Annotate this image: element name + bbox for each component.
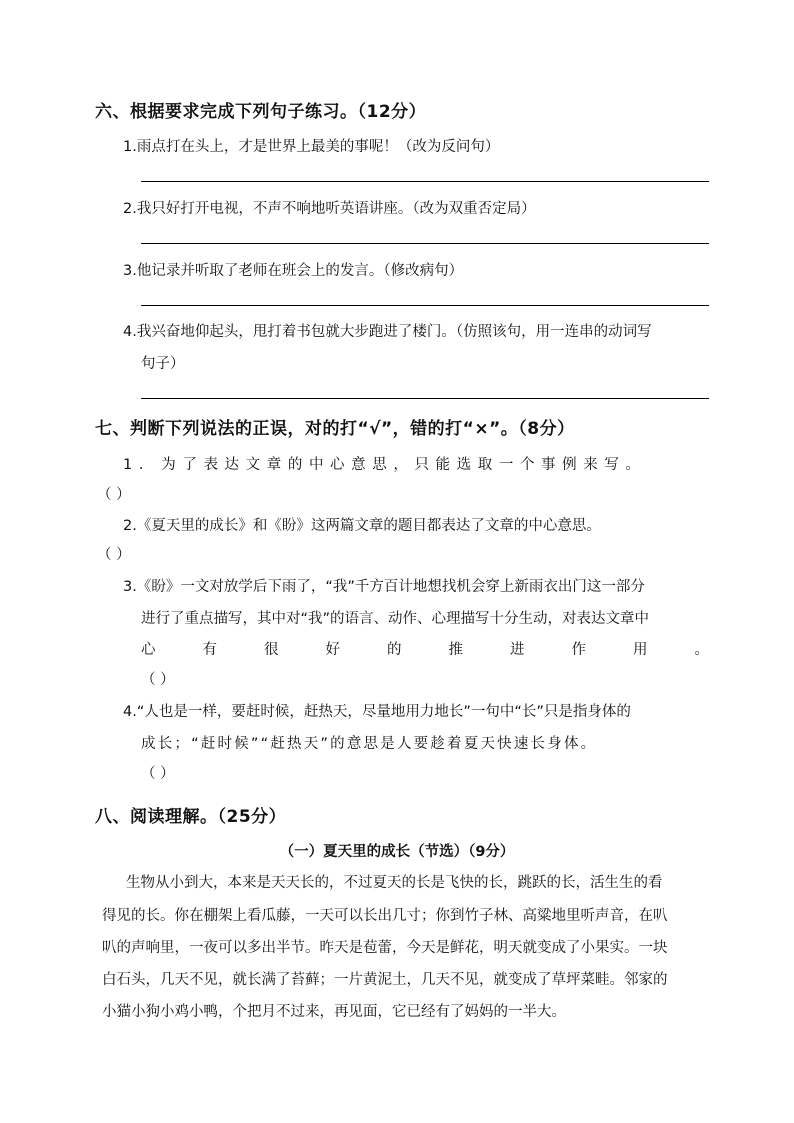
passage-line: 小猫小狗小鸡小鸭，个把月不过来，再见面，它已经有了妈妈的一半大。 bbox=[102, 1004, 566, 1020]
q73-char: 心 bbox=[141, 642, 156, 658]
section-8-title: 八、阅读理解。（25分） bbox=[95, 807, 287, 827]
section-7-title: 七、判断下列说法的正误，对的打“√”，错的打“×”。（8分） bbox=[95, 419, 575, 439]
q73-char: 作 bbox=[571, 642, 586, 658]
question-7-3-line-2: 进行了重点描写，其中对“我”的语言、动作、心理描写十分生动，对表达文章中 bbox=[141, 611, 650, 627]
question-6-1: 1.雨点打在头上，才是世界上最美的事呢！（改为反问句） bbox=[123, 139, 500, 155]
q73-char: 推 bbox=[448, 642, 463, 658]
question-7-1: 1. 为了表达文章的中心意思，只能选取一个事例来写。 bbox=[123, 457, 647, 473]
question-6-2: 2.我只好打开电视，不声不响地听英语讲座。（改为双重否定局） bbox=[123, 201, 536, 217]
passage-line: 叭的声响里，一夜可以多出半节。昨天是苞蕾，今天是鲜花，明天就变成了小果实。一块 bbox=[102, 940, 668, 956]
q73-char: 的 bbox=[387, 642, 402, 658]
answer-line-6-2[interactable] bbox=[141, 243, 709, 244]
question-7-4-line-2: 成长；“赶时候”“赶热天”的意思是人要趁着夏天快速长身体。 bbox=[141, 736, 598, 752]
passage-line: 生物从小到大，本来是天天长的，不过夏天的长是飞快的长，跳跃的长，活生生的看 bbox=[126, 875, 663, 891]
q73-char: 进 bbox=[510, 642, 525, 658]
q73-char: 有 bbox=[202, 642, 217, 658]
answer-line-6-3[interactable] bbox=[141, 305, 709, 306]
answer-paren-7-1[interactable]: （ ） bbox=[97, 487, 131, 503]
passage-subtitle: （一）夏天里的成长（节选）（9分） bbox=[279, 844, 515, 860]
answer-paren-7-2[interactable]: （ ） bbox=[97, 547, 131, 563]
passage-line: 白石头，几天不见，就长满了苔藓；一片黄泥土，几天不见，就变成了草坪菜畦。邻家的 bbox=[102, 972, 668, 988]
q73-char: 用 bbox=[633, 642, 648, 658]
passage-line: 得见的长。你在棚架上看瓜藤，一天可以长出几寸；你到竹子林、高粱地里听声音，在叭 bbox=[102, 908, 668, 924]
answer-paren-7-3[interactable]: （ ） bbox=[141, 672, 175, 688]
question-7-2: 2.《夏天里的成长》和《盼》这两篇文章的题目都表达了文章的中心意思。 bbox=[123, 518, 601, 534]
question-6-4-line-2: 句子） bbox=[141, 356, 185, 372]
section-6-title: 六、根据要求完成下列句子练习。（12分） bbox=[95, 102, 427, 122]
q73-char: 。 bbox=[694, 642, 709, 658]
q73-char: 很 bbox=[264, 642, 279, 658]
question-6-4-line-1: 4.我兴奋地仰起头，甩打着书包就大步跑进了楼门。（仿照该句，用一连串的动词写 bbox=[123, 324, 652, 340]
q73-char: 好 bbox=[325, 642, 340, 658]
question-7-3-line-3 bbox=[141, 638, 709, 659]
answer-line-6-1[interactable] bbox=[141, 181, 709, 182]
question-7-4-line-1: 4.“人也是一样，要赶时候，赶热天，尽量地用力地长”一句中“长”只是指身体的 bbox=[123, 704, 631, 720]
question-6-3: 3.他记录并听取了老师在班会上的发言。（修改病句） bbox=[123, 263, 464, 279]
answer-line-6-4[interactable] bbox=[141, 398, 709, 399]
answer-paren-7-4[interactable]: （ ） bbox=[141, 766, 175, 782]
question-7-3-line-1: 3.《盼》一文对放学后下雨了，“我”千方百计地想找机会穿上新雨衣出门这一部分 bbox=[123, 579, 645, 595]
